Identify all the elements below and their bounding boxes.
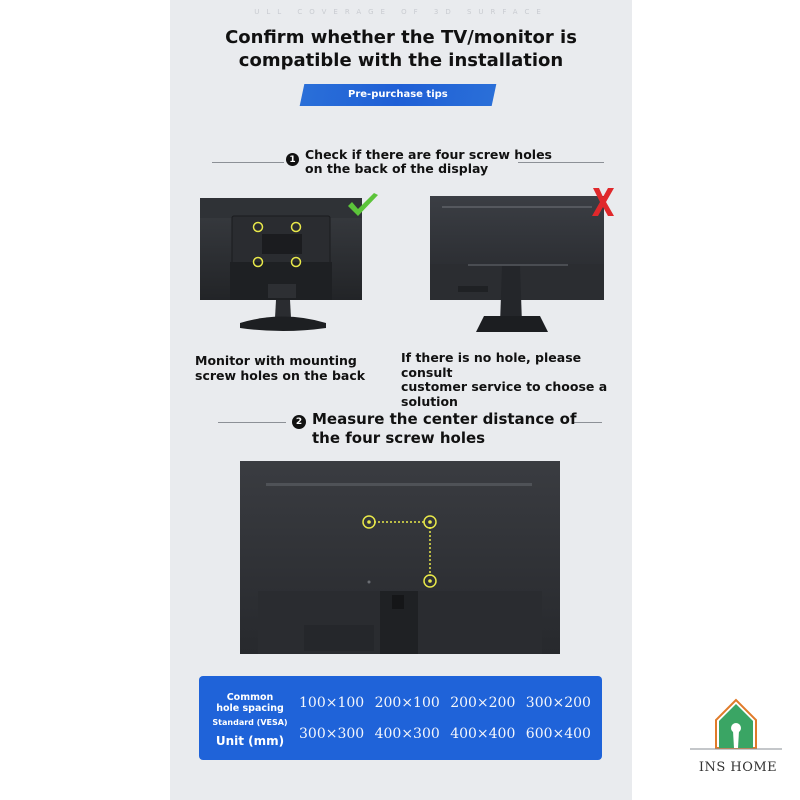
step-2-line-2: the four screw holes xyxy=(312,429,486,447)
ok-caption xyxy=(195,353,365,383)
pre-purchase-tips-banner xyxy=(300,84,497,106)
step-1-line-2: on the back of the display xyxy=(305,161,489,176)
divider-left-2 xyxy=(218,422,286,423)
divider-left-1 xyxy=(212,162,284,163)
title-line-1: Confirm whether the TV/monitor is xyxy=(225,27,577,48)
faded-header-text: ULL COVERAGE OF 3D SURFACE xyxy=(254,8,548,16)
vesa-label-common xyxy=(211,692,289,714)
step-1-line-1: Check if there are four screw holes xyxy=(305,147,552,162)
label-hole-spacing: hole spacing xyxy=(216,703,284,714)
vesa-value: 300×300 xyxy=(299,726,365,742)
monitor-stand-base xyxy=(240,317,326,332)
monitor-stand-base xyxy=(476,316,548,332)
step-2-number: 2 xyxy=(292,415,306,429)
vesa-value: 300×200 xyxy=(525,695,591,711)
divider-right-2 xyxy=(572,422,602,423)
ok-caption-line-1: Monitor with mounting xyxy=(195,353,357,368)
vesa-value: 100×100 xyxy=(299,695,365,711)
vesa-value: 400×300 xyxy=(374,726,440,742)
vesa-label-standard: Standard (VESA) xyxy=(212,718,288,727)
brand-name: INS HOME xyxy=(698,760,778,775)
monitor-with-holes-image xyxy=(198,192,368,337)
no-hole-caption-line-3: solution xyxy=(401,393,458,409)
step-1-number: 1 xyxy=(286,153,299,166)
vesa-value: 200×100 xyxy=(374,695,440,711)
brand-watermark xyxy=(690,698,780,778)
check-mark-icon xyxy=(346,192,380,220)
page-title xyxy=(170,26,632,72)
step-2-heading xyxy=(292,410,576,448)
step-2-line-1: Measure the center distance of xyxy=(312,410,577,428)
title-line-2: compatible with the installation xyxy=(238,50,564,71)
no-hole-caption xyxy=(401,351,632,409)
vesa-label-unit: Unit (mm) xyxy=(215,734,285,748)
ok-caption-line-2: screw holes on the back xyxy=(195,368,366,383)
vesa-row-1 xyxy=(299,695,591,711)
monitor-without-holes-image xyxy=(428,194,608,339)
no-hole-caption-line-1: If there is no hole, please consult xyxy=(401,350,582,380)
x-mark-icon xyxy=(590,186,616,218)
house-keyhole-logo xyxy=(690,698,782,754)
tips-label: Pre-purchase tips xyxy=(348,89,448,100)
measure-monitor-image xyxy=(240,461,560,654)
step-1-heading xyxy=(286,148,552,176)
vesa-value: 200×200 xyxy=(450,695,516,711)
vesa-value: 600×400 xyxy=(525,726,591,742)
vesa-row-2 xyxy=(299,726,591,742)
vesa-spacing-table xyxy=(199,676,602,760)
label-common: Common xyxy=(226,692,274,703)
vesa-value: 400×400 xyxy=(450,726,516,742)
product-info-panel xyxy=(170,0,632,800)
no-hole-caption-line-2: customer service to choose a xyxy=(401,379,608,394)
